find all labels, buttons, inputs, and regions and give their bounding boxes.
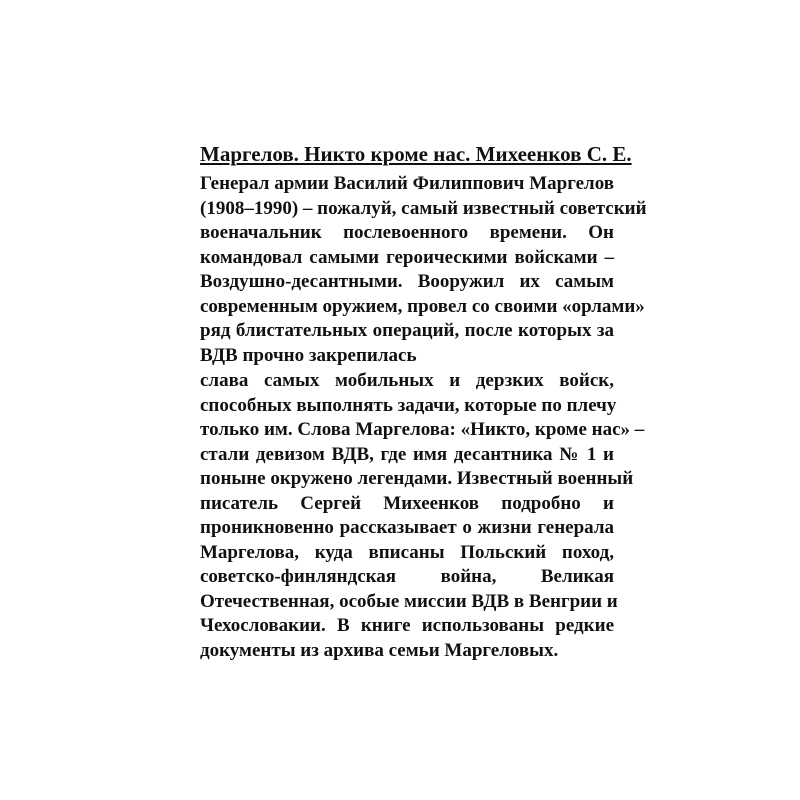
paragraph-2 (200, 369, 645, 663)
paragraph-line: ВДВ прочно закрепилась (200, 344, 417, 366)
paragraph-line: слава самых мобильных и дерзких войск, (200, 370, 614, 391)
paragraph-line: только им. Слова Маргелова: «Никто, кроме нас» – (200, 419, 645, 440)
paragraph-line: писатель Сергей Михеенков подробно и (200, 492, 614, 514)
paragraph-line: Воздушно-десантными. Вооружил их самым (200, 271, 614, 292)
paragraph-line: поныне окружено легендами. Известный военный (200, 468, 634, 489)
paragraph-line: Чехословакии. В книге использованы редкие (200, 615, 614, 636)
paragraph-line: способных выполнять задачи, которые по плечу (200, 394, 617, 416)
paragraph-line: ряд блистательных операций, после которых за (200, 320, 614, 341)
paragraph-line: документы из архива семьи Маргеловых. (200, 639, 559, 661)
paragraph-line: военачальник послевоенного времени. Он (200, 222, 614, 243)
paragraph-line: советско-финляндская война, Великая (200, 566, 614, 587)
document-title: Маргелов. Никто кроме нас. Михеенков С. Е. (200, 142, 632, 166)
paragraph-line: проникновенно рассказывает о жизни генерала (200, 517, 614, 538)
paragraph-line: Генерал армии Василий Филиппович Маргелов (200, 173, 614, 194)
paragraph-line: (1908–1990) – пожалуй, самый известный советский (200, 197, 647, 219)
paragraph-line: современным оружием, провел со своими «орлами» (200, 295, 645, 317)
paragraph-1 (200, 172, 647, 368)
paragraph-line: Маргелова, куда вписаны Польский поход, (200, 541, 614, 563)
paragraph-line: Отечественная, особые миссии ВДВ в Венгрии и (200, 590, 618, 612)
paragraph-line: командовал самыми героическими войсками – (200, 246, 614, 268)
paragraph-line: стали девизом ВДВ, где имя десантника № 1 и (200, 443, 614, 465)
